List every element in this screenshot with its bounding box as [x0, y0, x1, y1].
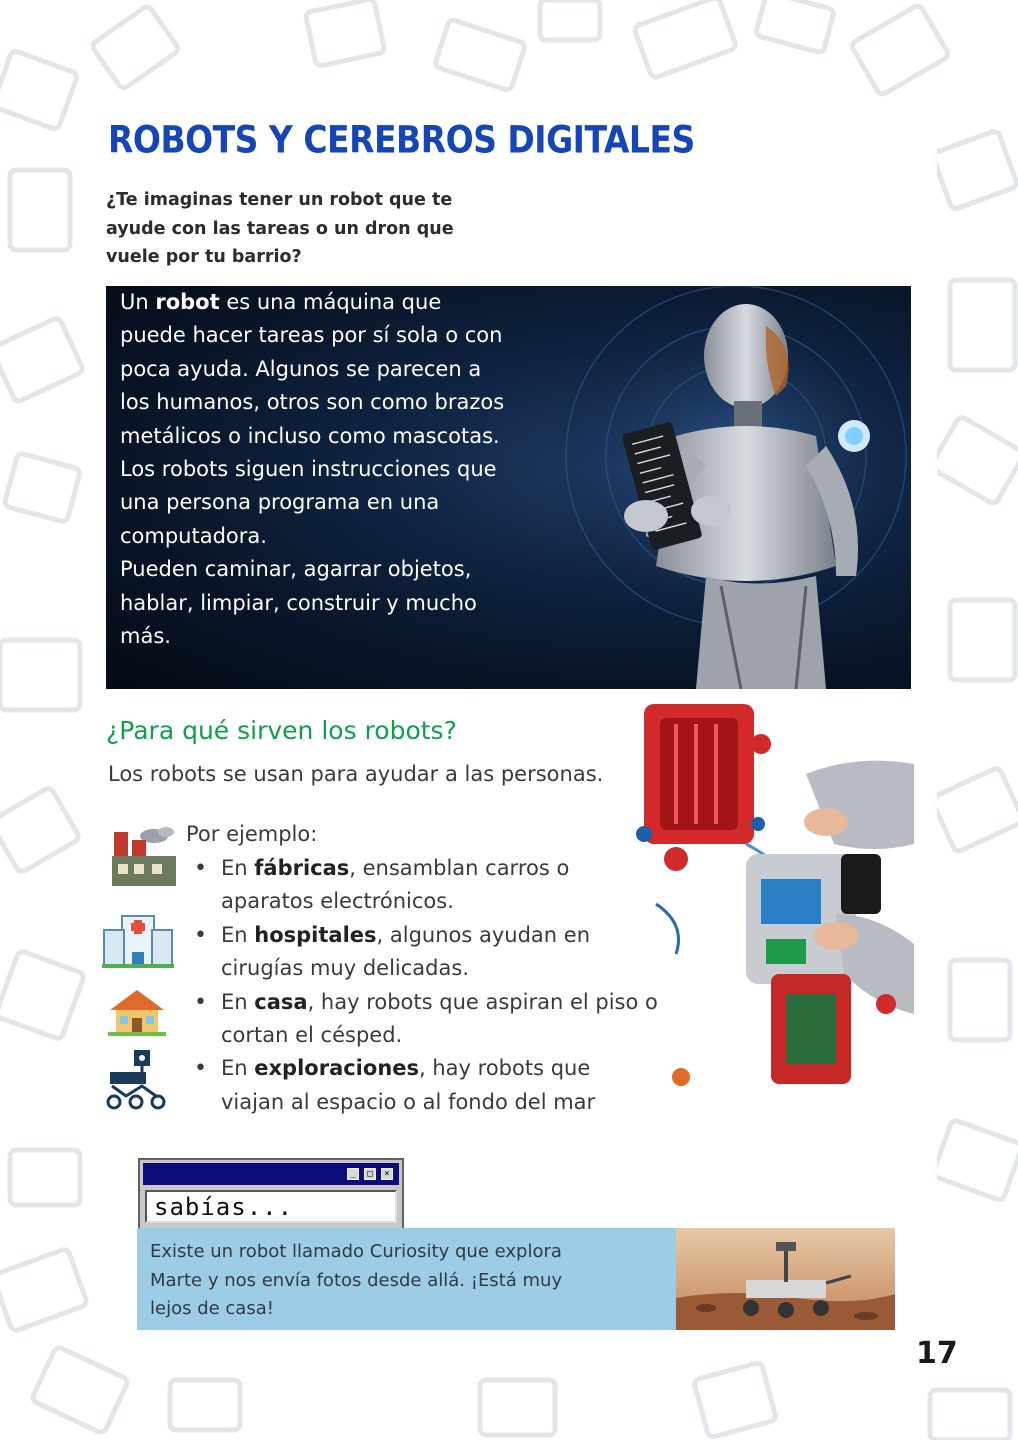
hero-text-start: Un [120, 290, 156, 314]
list-item-text: , algunos ayudan en cirugías muy delicadas. [221, 922, 591, 981]
hero-text-bold: robot [155, 290, 220, 314]
list-item-bold: exploraciones [254, 1056, 420, 1081]
sabias-field [145, 1190, 397, 1223]
list-item-text: En [221, 1056, 255, 1081]
list-item [188, 919, 658, 986]
fact-text: Existe un robot llamado Curiosity que explora Marte y nos envía fotos desde allá. ¡Está muy lejos de casa! [150, 1241, 563, 1319]
list-item-text: , hay robots que aspiran el piso o cortan el césped. [221, 989, 658, 1048]
section-heading: ¿Para qué sirven los robots? [106, 716, 457, 745]
list-item-bold: hospitales [254, 922, 377, 947]
list-item-text: , hay robots que viajan al espacio o al fondo del mar [221, 1056, 596, 1114]
list-item-text: , ensamblan carros o aparatos electrónicos. [221, 856, 570, 914]
list-item [188, 852, 658, 919]
house-icon [108, 988, 166, 1036]
factory-icon [106, 824, 178, 888]
example-lead: Por ejemplo: [186, 822, 318, 846]
hero-text [120, 286, 510, 653]
hospital-icon [102, 912, 174, 968]
intro-question: ¿Te imaginas tener un robot que te ayude con las tareas o un dron que vuele por tu barrio? [106, 190, 454, 267]
hero-text-rest: es una máquina que puede hacer tareas por sí sola o con poca ayuda. Algunos se parecen a los humanos, otros son como brazos metálicos o incluso como mascotas. Los robots siguen instrucciones que una persona programa en una computadora. [120, 290, 505, 548]
robotics-kit-image [636, 704, 914, 1088]
maximize-icon: □ [364, 1168, 376, 1180]
list-item-text: En [221, 989, 255, 1014]
list-item-bold: casa [254, 989, 308, 1014]
mars-rover-image [676, 1228, 895, 1330]
list-item-text: En [221, 856, 255, 880]
uses-list [188, 852, 658, 1119]
list-item-text: En [221, 922, 255, 947]
sabias-label: sabías... [154, 1193, 294, 1221]
list-item [188, 1052, 658, 1119]
minimize-icon: _ [347, 1168, 359, 1180]
window-title-bar [143, 1163, 399, 1185]
humanoid-robot-image [506, 286, 911, 689]
sabias-window [138, 1158, 404, 1231]
section-paragraph: Los robots se usan para ayudar a las personas. [108, 762, 604, 786]
rover-icon [106, 1050, 170, 1112]
fact-box [137, 1228, 895, 1330]
page-title: ROBOTS Y CEREBROS DIGITALES [108, 118, 695, 162]
list-item [188, 986, 658, 1053]
list-item-bold: fábricas [254, 856, 350, 880]
page-number: 17 [916, 1336, 958, 1371]
hero-panel [106, 286, 911, 689]
close-icon: × [381, 1168, 393, 1180]
hero-text-second: Pueden caminar, agarrar objetos, hablar, limpiar, construir y mucho más. [120, 557, 477, 649]
